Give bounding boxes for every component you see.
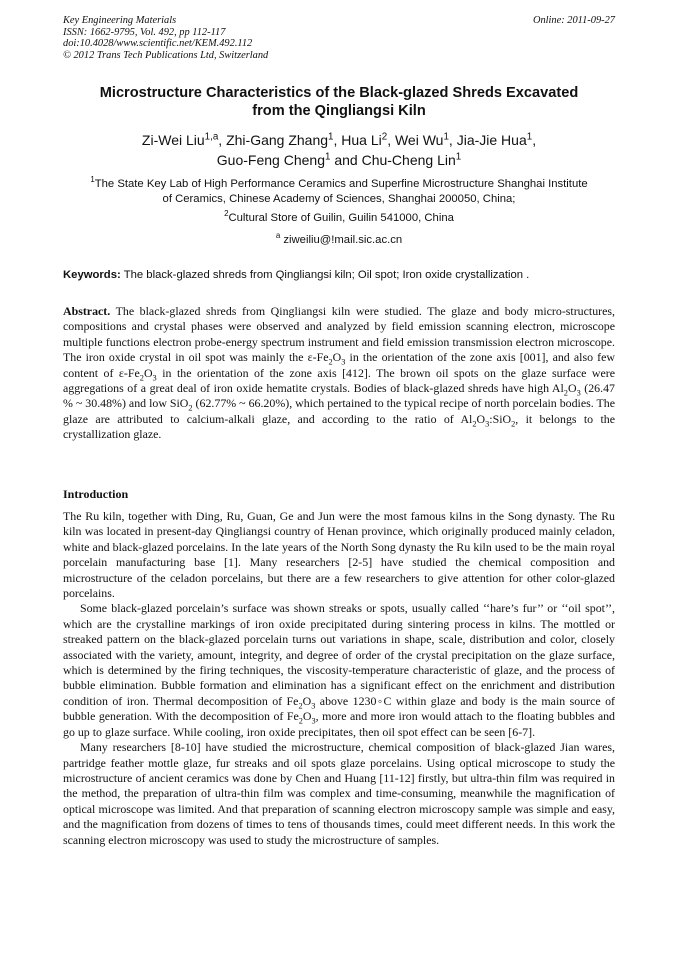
paper-title: [60, 84, 618, 120]
abstract-label: Abstract.: [63, 304, 111, 318]
section-heading-introduction: Introduction: [63, 487, 129, 501]
author-affil-mark: 1: [526, 131, 533, 143]
author-affil-mark: 1,a: [204, 131, 219, 143]
keywords-text: The black-glazed shreds from Qingliangsi kiln; Oil spot; Iron oxide crystallization .: [123, 269, 530, 281]
keywords: [63, 268, 615, 283]
author-name: Zi-Wei Liu: [141, 132, 205, 148]
paragraph: Some black-glazed porcelain’s surface was shown streaks or spots, usually called ‘‘hare’s fur’’ or ‘‘oil spot’’, which are the crystalline markings of iron oxide precipitated during sintering process in kilns. The mottled or streaked pattern on the black-glazed porcelain turns out variations in shape, scale, distribution and color, closely associated with the variety, amount, integrity, and degree of order of the crystal precipitation on the glaze surface, which is determined by the firing techniques, the viscosity-temperature characteristic of glaze, and the process of bubble elimination. Bubble formation and elimination has a significant effect on the enrichment and distribution condition of iron. Thermal decomposition of $Fe_2O_3$ above 1230◦C within glaze and body is the main source of bubble generation. With the decomposition of $Fe_2O_3$, more and more iron would attach to the floating bubbles and go up to glaze surface. While cooling, iron oxide precipitates, then oil spot effect can be seen [6-7].: [63, 601, 616, 739]
online-date: Online: 2011-09-27: [532, 15, 615, 26]
author-affil-mark: 2: [381, 131, 388, 143]
title-line-2: from the Qingliangsi Kiln: [252, 103, 426, 119]
author-affil-mark: 1: [443, 131, 449, 143]
title-line-1: Microstructure Characteristics of the Black-glazed Shreds Excavated: [99, 85, 579, 101]
affiliation-2: $^2$Cultural Store of Guilin, Guilin 541000, China: [224, 209, 454, 224]
paragraph: The Ru kiln, together with Ding, Ru, Guan, Ge and Jun were the most famous kilns in the Song dynasty. The Ru kiln was located in present-day Qingliangsi country of Henan province, which originally produced mainly celadon, white and black-glazed porcelains. In the late years of the North Song dynasty the Ru kiln used to be the main royal porcelain manufacturing base [1]. Many researchers [2-5] have studied the chemical composition and microstructure of the celadon porcelains, but there are a few researchers to give attention for other color-glazed porcelains.: [63, 509, 615, 601]
author-name: Hua Li: [341, 132, 382, 148]
journal-header: [63, 15, 268, 61]
author-affil-mark: 1: [324, 150, 331, 162]
abstract: Abstract. The black-glazed shreds from Qingliangsi kiln were studied. The glaze and body micro-structures, compositions and crystal phases were observed and analyzed by field emission scanning electron, microscope multiple functions electron probe-energy spectrum instrument and field emission transmission electron microscope. The iron oxide crystal in oil spot was mainly the $\varepsilon-Fe_2O_3$ in the orientation of the zone axis [001], and also few content of $\varepsilon-Fe_2O_3$ in the orientation of the zone axis [412]. The brown oil spots on the glaze surface were aggregations of a great deal of iron oxide hematite crystals. Bodies of black-glazed shreds have high $Al_2O_3$ (26.47 % ~ 30.48%) and low SiO$_2$ (62.77% ~ 66.20%), which pertained to the typical recipe of north porcelain bodies. The glaze are attributed to calcium-alkali glaze, and according to the ratio of $Al_2O_3:SiO_2$, it belongs to the crystallization glaze.: [63, 304, 615, 442]
author-name: Guo-Feng Cheng: [216, 151, 325, 168]
author-line-2: Guo-Feng Cheng$^1$ and Chu-Cheng Lin$^1$: [216, 150, 462, 168]
author-line-1: Zi-Wei Liu$^{1,a}$, Zhi-Gang Zhang$^1$, Hua Li$^2$, Wei Wu$^1$, Jia-Jie Hua$^1$,: [141, 131, 537, 148]
author-email: $^a$ ziweiliu@!mail.sic.ac.cn: [275, 231, 403, 246]
issn-line: ISSN: 1662-9795, Vol. 492, pp 112-117: [63, 26, 226, 38]
paragraph: Many researchers [8-10] have studied the microstructure, chemical composition of black-glazed Jian wares, partridge feather mottle glaze, fur streaks and oil spots glaze porcelains. Using optical microscope to study the microstructure of ancient ceramics was done by Chen and Huang [11-12] firstly, but ultra-thin film was required in the method, the preparation of ultra-thin film was complex and time-consuming, meanwhile the magnification of optical microscope was limited. And that preparation of scanning electron microscopy sample was simple and easy, and the magnification from dozens of times to tens of thousands times, could meet different needs. In this work the scanning electron microscopy was used to study the microstructure of samples.: [63, 740, 615, 847]
author-name: Chu-Cheng Lin: [361, 151, 456, 168]
journal-name: Key Engineering Materials: [63, 15, 177, 26]
keywords-label: Keywords:: [63, 269, 121, 281]
author-affil-mark: 1: [328, 131, 334, 143]
author-name: Wei Wu: [394, 132, 444, 148]
author-name: Jia-Jie Hua: [456, 132, 527, 148]
author-affil-mark: 1: [455, 150, 462, 162]
doi-line: doi:10.4028/www.scientific.net/KEM.492.112: [63, 38, 253, 50]
email-link[interactable]: ziweiliu@!mail.sic.ac.cn: [283, 234, 403, 246]
copyright-line: © 2012 Trans Tech Publications Ltd, Switzerland: [63, 49, 269, 61]
author-list: [60, 131, 618, 170]
affiliation-1: $^1$The State Key Lab of High Performance Ceramics and Superfine Microstructure Shanghai Institute of Ceramics, Chinese Academy of Sciences, Shanghai 200050, China;: [90, 175, 588, 205]
introduction-body: [63, 509, 615, 848]
author-name: Zhi-Gang Zhang: [226, 132, 329, 148]
